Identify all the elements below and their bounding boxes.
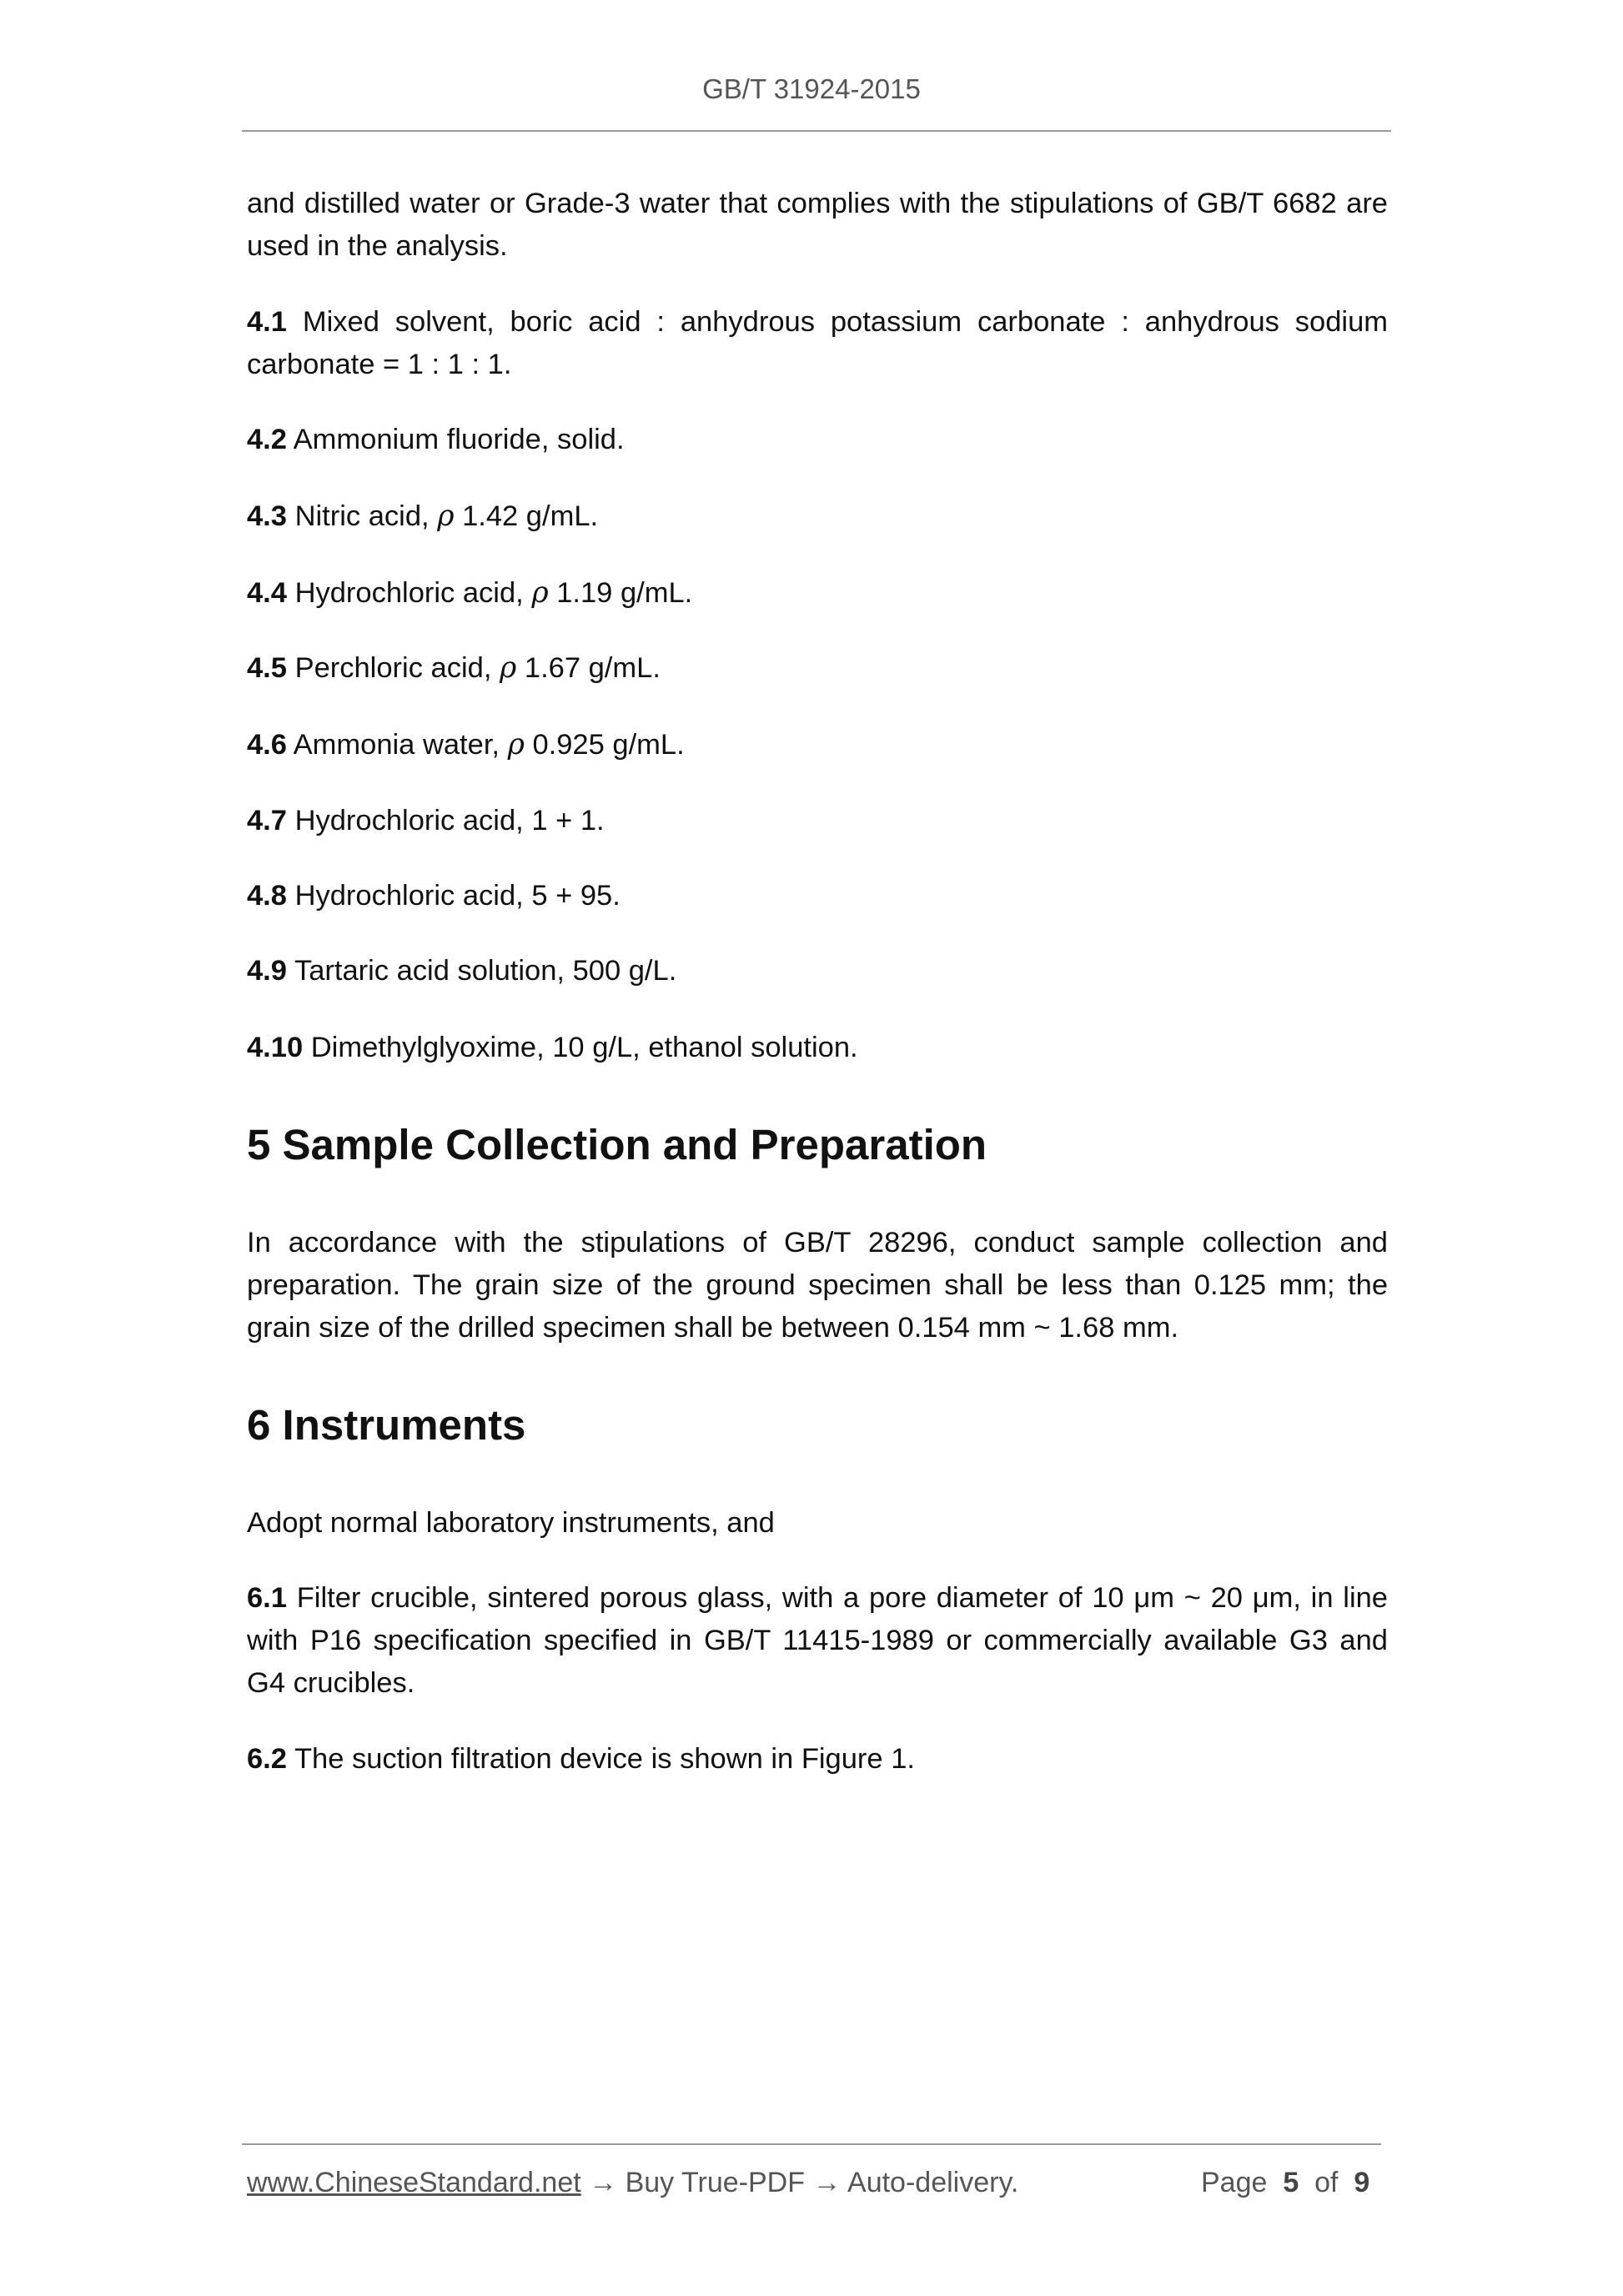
item-4-9	[247, 950, 1388, 992]
page-label: Page	[1201, 2167, 1268, 2198]
section-5-paragraph: In accordance with the stipulations of GB/T 28296, conduct sample collection and preparation. The grain size of the ground specimen shall be less than 0.125 mm; the grain size of the drilled specimen shall be between 0.154 mm ~ 1.68 mm.	[247, 1227, 1388, 1344]
item-text: The suction filtration device is shown in Figure 1.	[294, 1743, 915, 1775]
item-4-2	[247, 419, 1388, 461]
item-number: 4.10	[247, 1032, 304, 1063]
document-code-header: GB/T 31924-2015	[702, 73, 921, 104]
rho-symbol: ρ	[507, 728, 525, 761]
page-indicator	[1201, 2167, 1369, 2199]
footer-promo	[247, 2167, 1018, 2199]
item-text: Ammonium fluoride, solid.	[293, 424, 625, 455]
item-text: Perchloric acid,	[294, 652, 500, 684]
item-text: Tartaric acid solution, 500 g/L.	[294, 955, 677, 987]
footer-rule	[242, 2143, 1381, 2145]
item-number: 4.4	[247, 577, 287, 609]
item-text: Mixed solvent, boric acid : anhydrous potassium carbonate : anhydrous sodium carbonate = 1 : 1 : 1.	[247, 306, 1388, 380]
item-number: 4.7	[247, 805, 287, 837]
item-4-6	[247, 724, 1388, 766]
item-number: 6.1	[247, 1582, 287, 1614]
item-number: 4.8	[247, 880, 287, 912]
item-number: 4.3	[247, 500, 287, 532]
item-text: Nitric acid,	[294, 500, 438, 532]
item-4-8	[247, 875, 1388, 917]
item-text: Dimethylglyoxime, 10 g/L, ethanol solution.	[310, 1032, 858, 1063]
buy-text: Buy True-PDF	[625, 2167, 805, 2198]
item-text: Ammonia water,	[293, 729, 508, 761]
item-6-2	[247, 1738, 1388, 1781]
intro-paragraph: and distilled water or Grade-3 water that complies with the stipulations of GB/T 6682 are used in the analysis.	[247, 188, 1388, 262]
rho-symbol: ρ	[437, 500, 455, 533]
delivery-text: Auto-delivery.	[847, 2167, 1019, 2198]
rho-symbol: ρ	[500, 651, 517, 685]
current-page: 5	[1283, 2167, 1299, 2198]
total-pages: 9	[1354, 2167, 1370, 2198]
section-6-intro: Adopt normal laboratory instruments, and	[247, 1507, 775, 1539]
item-4-1	[247, 301, 1388, 386]
arrow-icon: →	[589, 2167, 618, 2198]
item-number: 4.2	[247, 424, 287, 455]
item-text: Hydrochloric acid, 1 + 1.	[294, 805, 605, 837]
item-number: 6.2	[247, 1743, 287, 1775]
item-4-3	[247, 495, 1388, 538]
item-number: 4.9	[247, 955, 287, 987]
arrow-icon: →	[812, 2167, 842, 2198]
header-rule	[242, 130, 1391, 132]
item-value: 1.67 g/mL.	[516, 652, 661, 684]
rho-symbol: ρ	[531, 576, 549, 610]
item-6-1	[247, 1577, 1388, 1705]
item-number: 4.5	[247, 652, 287, 684]
item-value: 1.42 g/mL.	[454, 500, 599, 532]
of-label: of	[1314, 2167, 1339, 2198]
item-text: Filter crucible, sintered porous glass, with a pore diameter of 10 μm ~ 20 μm, in line with P16 specification specified in GB/T 11415-1989 or commercially available G3 and G4 crucibles.	[247, 1582, 1388, 1699]
item-4-7	[247, 800, 1388, 842]
section-5-heading: 5 Sample Collection and Preparation	[247, 1121, 987, 1168]
item-value: 0.925 g/mL.	[524, 729, 685, 761]
item-text: Hydrochloric acid, 5 + 95.	[294, 880, 621, 912]
section-6-heading: 6 Instruments	[247, 1401, 526, 1449]
item-number: 4.1	[247, 306, 287, 338]
item-4-5	[247, 647, 1388, 690]
website-link[interactable]: www.ChineseStandard.net	[247, 2167, 581, 2198]
item-text: Hydrochloric acid,	[294, 577, 532, 609]
item-value: 1.19 g/mL.	[548, 577, 693, 609]
item-number: 4.6	[247, 729, 287, 761]
item-4-10	[247, 1027, 1388, 1069]
item-4-4	[247, 572, 1388, 615]
